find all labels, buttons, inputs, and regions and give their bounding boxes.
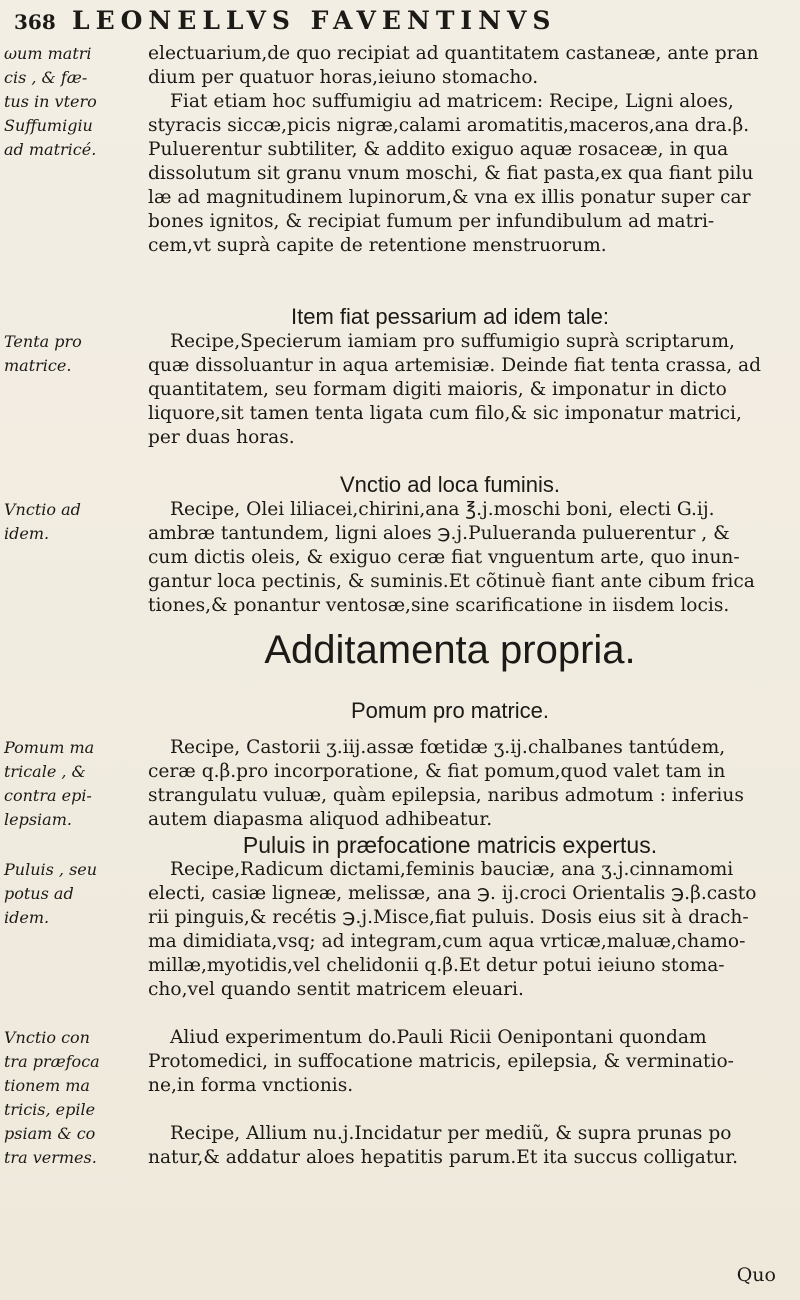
text-line: per duas horas. — [148, 427, 295, 448]
text-line: quæ dissoluantur in aqua artemisiæ. Deinde fiat tenta crassa, ad — [148, 355, 762, 376]
text-line: Fiat etiam hoc suffumigiu ad matricem: Recipe, Ligni aloes, — [170, 91, 734, 112]
page-number: 368 — [14, 10, 56, 34]
section-heading: Puluis in præfocatione matricis expertus. — [242, 832, 658, 858]
margin-note: psiam & co — [4, 1124, 96, 1143]
text-line: tiones,& ponantur ventosæ,sine scarificatione in iisdem locis. — [148, 595, 730, 616]
margin-note: ad matricé. — [4, 140, 97, 159]
margin-note: tra vermes. — [4, 1148, 97, 1167]
text-line: electi, casiæ ligneæ, melissæ, ana ℈. ij.croci Orientalis ℈.β.casto — [148, 883, 757, 904]
text-line: bones ignitos, & recipiat fumum per infundibulum ad matri- — [148, 211, 715, 232]
margin-note: lepsiam. — [4, 810, 72, 829]
text-line: Recipe, Castorii ʒ.iij.assæ fœtidæ ʒ.ij.chalbanes tantúdem, — [170, 737, 726, 758]
text-line: electuarium,de quo recipiat ad quantitatem castaneæ, ante pran — [148, 43, 759, 64]
text-line: liquore,sit tamen tenta ligata cum filo,& sic imponatur matrici, — [148, 403, 742, 424]
text-line: cem,vt suprà capite de retentione menstruorum. — [148, 235, 607, 256]
text-line: gantur loca pectinis, & suminis.Et cõtinuè fiant ante cibum frica — [148, 571, 755, 592]
text-line: Recipe, Allium nu.j.Incidatur per mediũ, & supra prunas po — [170, 1123, 732, 1144]
text-line: Puluerentur subtiliter, & addito exiguo aquæ rosaceæ, in qua — [148, 139, 729, 160]
text-line: strangulatu vuluæ, quàm epilepsia, naribus admotum : inferius — [148, 785, 744, 806]
text-line: ma dimidiata,vsq; ad integram,cum aqua vrticæ,maluæ,chamo- — [148, 931, 746, 952]
text-line: ne,in forma vnctionis. — [148, 1075, 354, 1096]
margin-note: Pomum ma — [4, 738, 95, 757]
text-line: ambræ tantundem, ligni aloes ℈.j.Pulueranda puluerentur , & — [148, 523, 730, 544]
text-line: dissolutum sit granu vnum moschi, & fiat pasta,ex qua fiant pilu — [148, 163, 754, 184]
margin-note: Vnctio con — [4, 1028, 90, 1047]
margin-note: ωum matri — [4, 44, 92, 63]
text-line: Recipe,Radicum dictami,feminis bauciæ, ana ʒ.j.cinnamomi — [170, 859, 734, 880]
text-line: Aliud experimentum do.Pauli Ricii Oenipontani quondam — [170, 1027, 707, 1048]
section-heading: Pomum pro matrice. — [350, 698, 550, 723]
margin-note: Puluis , seu — [4, 860, 98, 879]
section-heading: Vnctio ad loca fuminis. — [339, 472, 561, 497]
text-line: Protomedici, in suffocatione matricis, epilepsia, & verminatio- — [148, 1051, 734, 1072]
text-line: Recipe,Specierum iamiam pro suffumigio suprà scriptarum, — [170, 331, 735, 352]
text-line: læ ad magnitudinem lupinorum,& vna ex illis ponatur super car — [148, 187, 751, 208]
margin-note: tionem ma — [4, 1076, 90, 1095]
text-line: autem diapasma aliquod adhibeatur. — [148, 809, 493, 830]
text-line: quantitatem, seu formam digiti maioris, & imponatur in dicto — [148, 379, 727, 400]
margin-note: potus ad — [4, 884, 74, 903]
margin-note: tra præfoca — [4, 1052, 100, 1071]
margin-note: matrice. — [4, 356, 72, 375]
section-heading: Item fiat pessarium ad idem tale: — [291, 304, 609, 329]
margin-note: Suffumigiu — [4, 116, 93, 135]
text-line: cum dictis oleis, & exiguo ceræ fiat vnguentum arte, quo inun- — [148, 547, 740, 568]
text-line: dium per quatuor horas,ieiuno stomacho. — [148, 67, 539, 88]
margin-note: contra epi- — [4, 786, 92, 805]
margin-note: cis , & fæ- — [4, 68, 88, 87]
margin-note: Vnctio ad — [4, 500, 81, 519]
text-line: ceræ q.β.pro incorporatione, & fiat pomum,quod valet tam in — [148, 761, 726, 782]
margin-note: idem. — [4, 908, 50, 927]
text-line: styracis siccæ,picis nigræ,calami aromatitis,maceros,ana dra.β. — [148, 115, 750, 136]
margin-note: idem. — [4, 524, 50, 543]
margin-note: tus in vtero — [4, 92, 97, 111]
text-line: Recipe, Olei liliacei,chirini,ana ℥.j.moschi boni, electi G.ij. — [170, 499, 715, 520]
margin-note: tricis, epile — [4, 1100, 96, 1119]
running-head: LEONELLVS FAVENTINVS — [72, 6, 557, 35]
margin-note: tricale , & — [4, 762, 86, 781]
text-line: cho,vel quando sentit matricem eleuari. — [148, 979, 524, 1000]
text-line: rii pinguis,& recétis ℈.j.Misce,fiat puluis. Dosis eius sit à drach- — [148, 907, 749, 928]
catchword: Quo — [736, 1264, 776, 1286]
text-line: millæ,myotidis,vel chelidonii q.β.Et detur potui ieiuno stoma- — [148, 955, 725, 976]
margin-note: Tenta pro — [4, 332, 82, 351]
section-heading: Additamenta propria. — [264, 628, 636, 672]
text-line: natur,& addatur aloes hepatitis parum.Et ita succus colligatur. — [148, 1147, 739, 1168]
page-header — [0, 6, 800, 36]
